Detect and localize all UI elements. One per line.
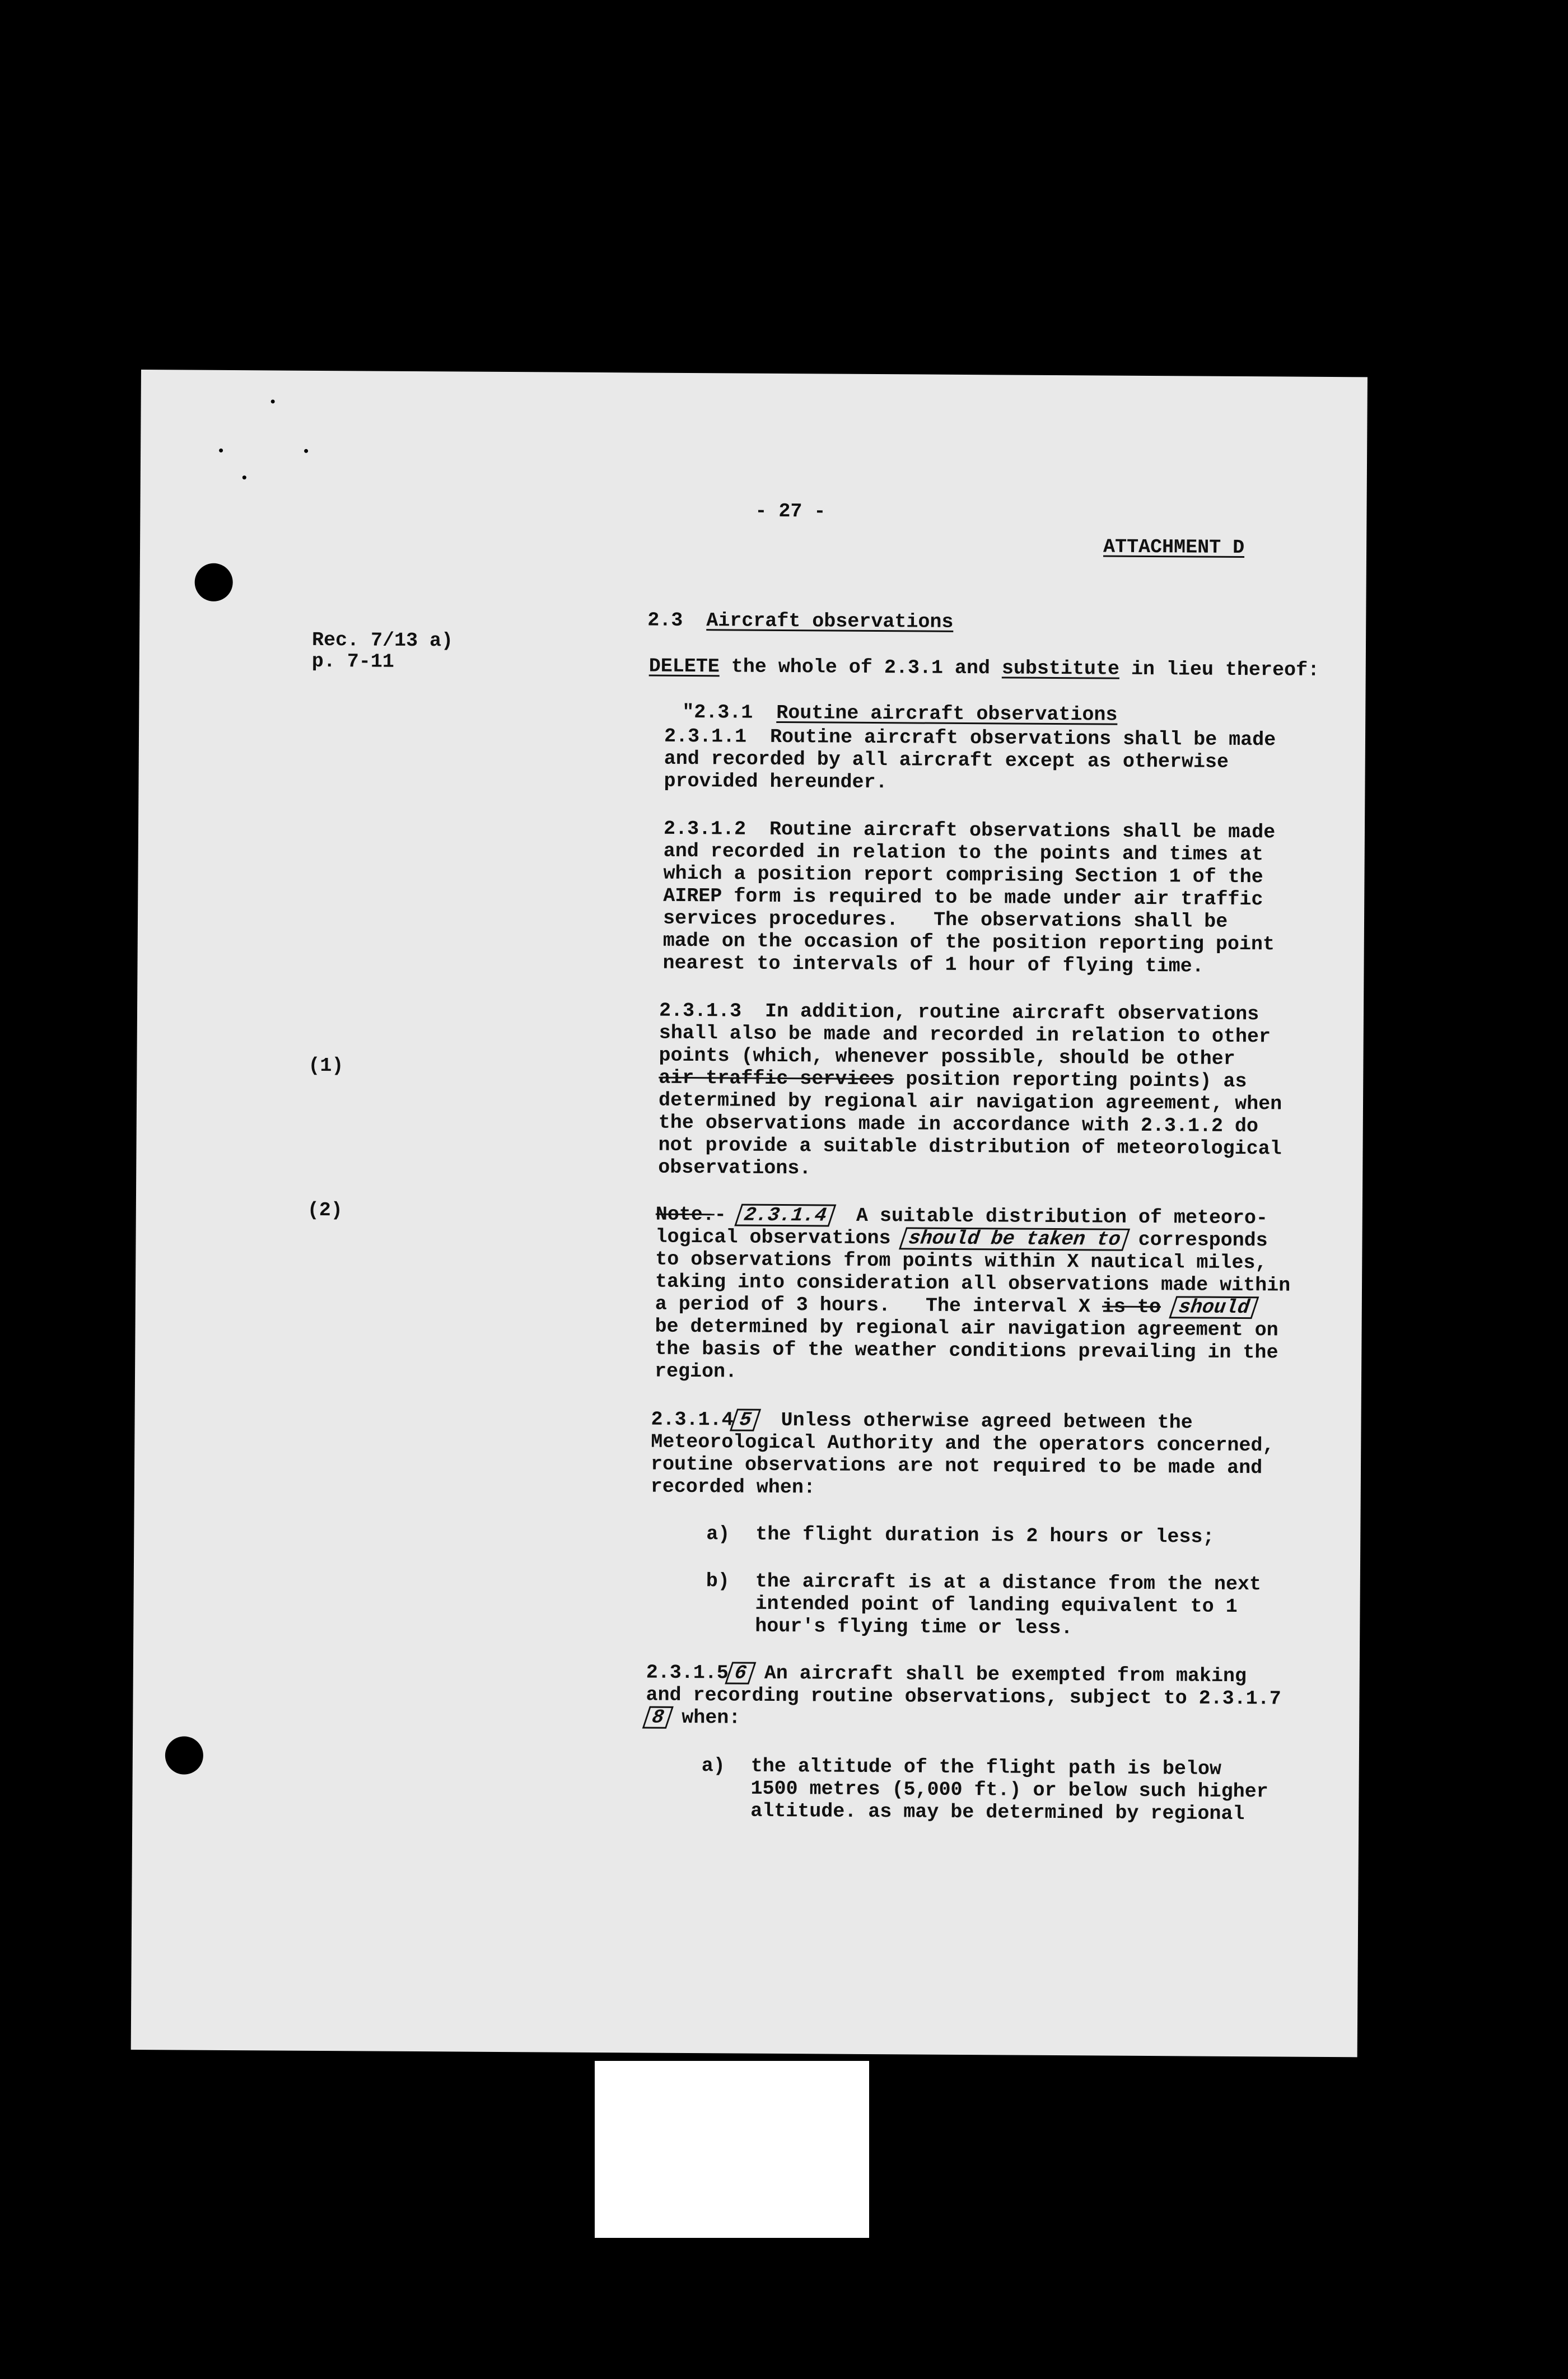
para-2315-line3: routine observations are not required to be made and — [650, 1453, 1263, 1480]
inserted-number: 5 — [730, 1409, 761, 1431]
para-2312-line4: AIREP form is required to be made under air traffic — [663, 884, 1263, 911]
inserted-text: should — [1169, 1296, 1259, 1319]
para-2313-line8: observations. — [658, 1156, 811, 1180]
list-item-a: the flight duration is 2 hours or less; — [755, 1523, 1215, 1548]
list-item-b-line2: intended point of landing equivalent to 1 — [755, 1592, 1238, 1618]
para-2313-line3: points (which, whenever possible, should be other — [659, 1044, 1235, 1070]
speck — [271, 399, 275, 403]
para-2313-line6: the observations made in accordance with 2.3.1.2 do — [658, 1111, 1259, 1138]
margin-rec-line1: Rec. 7/13 a) — [311, 628, 454, 652]
margin-note-1: (1) — [308, 1054, 344, 1077]
subheading-title: Routine aircraft observations — [776, 701, 1118, 726]
section-number: 2.3 — [647, 609, 683, 632]
margin-rec-line2: p. 7-11 — [311, 650, 394, 673]
para-2314-line3: to observations from points within X nautical miles, — [655, 1248, 1267, 1275]
list-label-a2: a) — [701, 1755, 725, 1778]
substitute-word: substitute — [1001, 657, 1120, 680]
speck — [242, 475, 246, 479]
para-2315-line2: Meteorological Authority and the operators concerned, — [651, 1430, 1275, 1457]
para-2313-line1: 2.3.1.3 In addition, routine aircraft observations — [659, 999, 1259, 1026]
section-title: Aircraft observations — [706, 609, 954, 633]
speck — [304, 449, 308, 453]
para-2313-line2: shall also be made and recorded in relation to other — [659, 1021, 1271, 1048]
delete-word: DELETE — [648, 655, 720, 678]
line-text: position reporting points) as — [894, 1068, 1247, 1093]
white-card — [595, 2061, 869, 2238]
para-number: 2.3.1.5 — [646, 1661, 729, 1685]
para-2314-line4: taking into consideration all observations made within — [655, 1270, 1291, 1297]
para-2313-line7: not provide a suitable distribution of meteorological — [658, 1133, 1282, 1160]
struck-note: Note. — [655, 1203, 715, 1226]
para-2315-line4: recorded when: — [650, 1475, 816, 1499]
struck-text: is to — [1102, 1295, 1161, 1319]
attachment-label: ATTACHMENT D — [1103, 535, 1245, 559]
struck-text: air traffic services — [659, 1066, 894, 1091]
line-text: A suitable distribution of meteoro- — [832, 1204, 1268, 1230]
para-2312-line3: which a position report comprising Section 1 of the — [663, 862, 1263, 889]
margin-note-2: (2) — [307, 1198, 343, 1222]
punch-hole-top — [194, 563, 232, 601]
para-2312-line7: nearest to intervals of 1 hour of flying time. — [662, 951, 1204, 978]
list-item-a2-line3: altitude. as may be determined by regional — [750, 1799, 1245, 1826]
para-2316-line2: and recording routine observations, subject to 2.3.1.7 — [646, 1683, 1281, 1710]
line-text: logical observations — [655, 1225, 903, 1250]
line-text: a period of 3 hours. The interval X — [655, 1293, 1103, 1318]
para-number: 2.3.1.4 — [651, 1408, 734, 1431]
line-text: Unless otherwise agreed between the — [757, 1408, 1193, 1434]
para-2311-line1: 2.3.1.1 Routine aircraft observations shall be made — [664, 725, 1276, 752]
inserted-text: should be taken to — [899, 1227, 1130, 1251]
dash: - — [714, 1204, 738, 1226]
para-2314-line7: the basis of the weather conditions prevailing in the — [655, 1337, 1278, 1364]
para-2314-line6: be determined by regional air navigation agreement on — [655, 1315, 1278, 1342]
instruction-end: in lieu thereof: — [1119, 657, 1320, 682]
para-2312-line6: made on the occasion of the position reporting point — [662, 929, 1275, 956]
para-2313-line5: determined by regional air navigation agreement, when — [658, 1089, 1282, 1116]
line-text: corresponds — [1126, 1228, 1268, 1252]
list-item-b-line3: hour's flying time or less. — [755, 1615, 1073, 1640]
instruction-middle: the whole of 2.3.1 and — [719, 655, 1002, 680]
list-label-b: b) — [706, 1570, 730, 1593]
line-text: An aircraft shall be exempted from making — [752, 1662, 1247, 1688]
list-item-a2-line1: the altitude of the flight path is below — [750, 1755, 1222, 1780]
inserted-number: 6 — [725, 1662, 756, 1684]
list-label-a: a) — [706, 1523, 730, 1546]
list-item-b-line1: the aircraft is at a distance from the next — [755, 1570, 1262, 1596]
para-2311-line2: and recorded by all aircraft except as otherwise — [664, 747, 1229, 773]
inserted-number: 2.3.1.4 — [734, 1204, 836, 1227]
page-number: - 27 - — [755, 500, 826, 523]
document-page — [131, 370, 1368, 2057]
list-item-a2-line2: 1500 metres (5,000 ft.) or below such higher — [750, 1777, 1268, 1803]
speck — [219, 449, 223, 453]
subheading-number: "2.3.1 — [682, 701, 753, 724]
line-text: when: — [670, 1706, 741, 1729]
para-2312-line2: and recorded in relation to the points and times at — [663, 839, 1264, 866]
punch-hole-bottom — [165, 1736, 203, 1774]
inserted-number: 8 — [642, 1706, 674, 1729]
para-2314-line8: region. — [654, 1360, 738, 1383]
para-2311-line3: provided hereunder. — [664, 769, 888, 794]
para-2312-line5: services procedures. The observations shall be — [662, 907, 1228, 933]
para-2316-line3 — [646, 1706, 740, 1730]
para-2312-line1: 2.3.1.2 Routine aircraft observations shall be made — [663, 817, 1276, 844]
